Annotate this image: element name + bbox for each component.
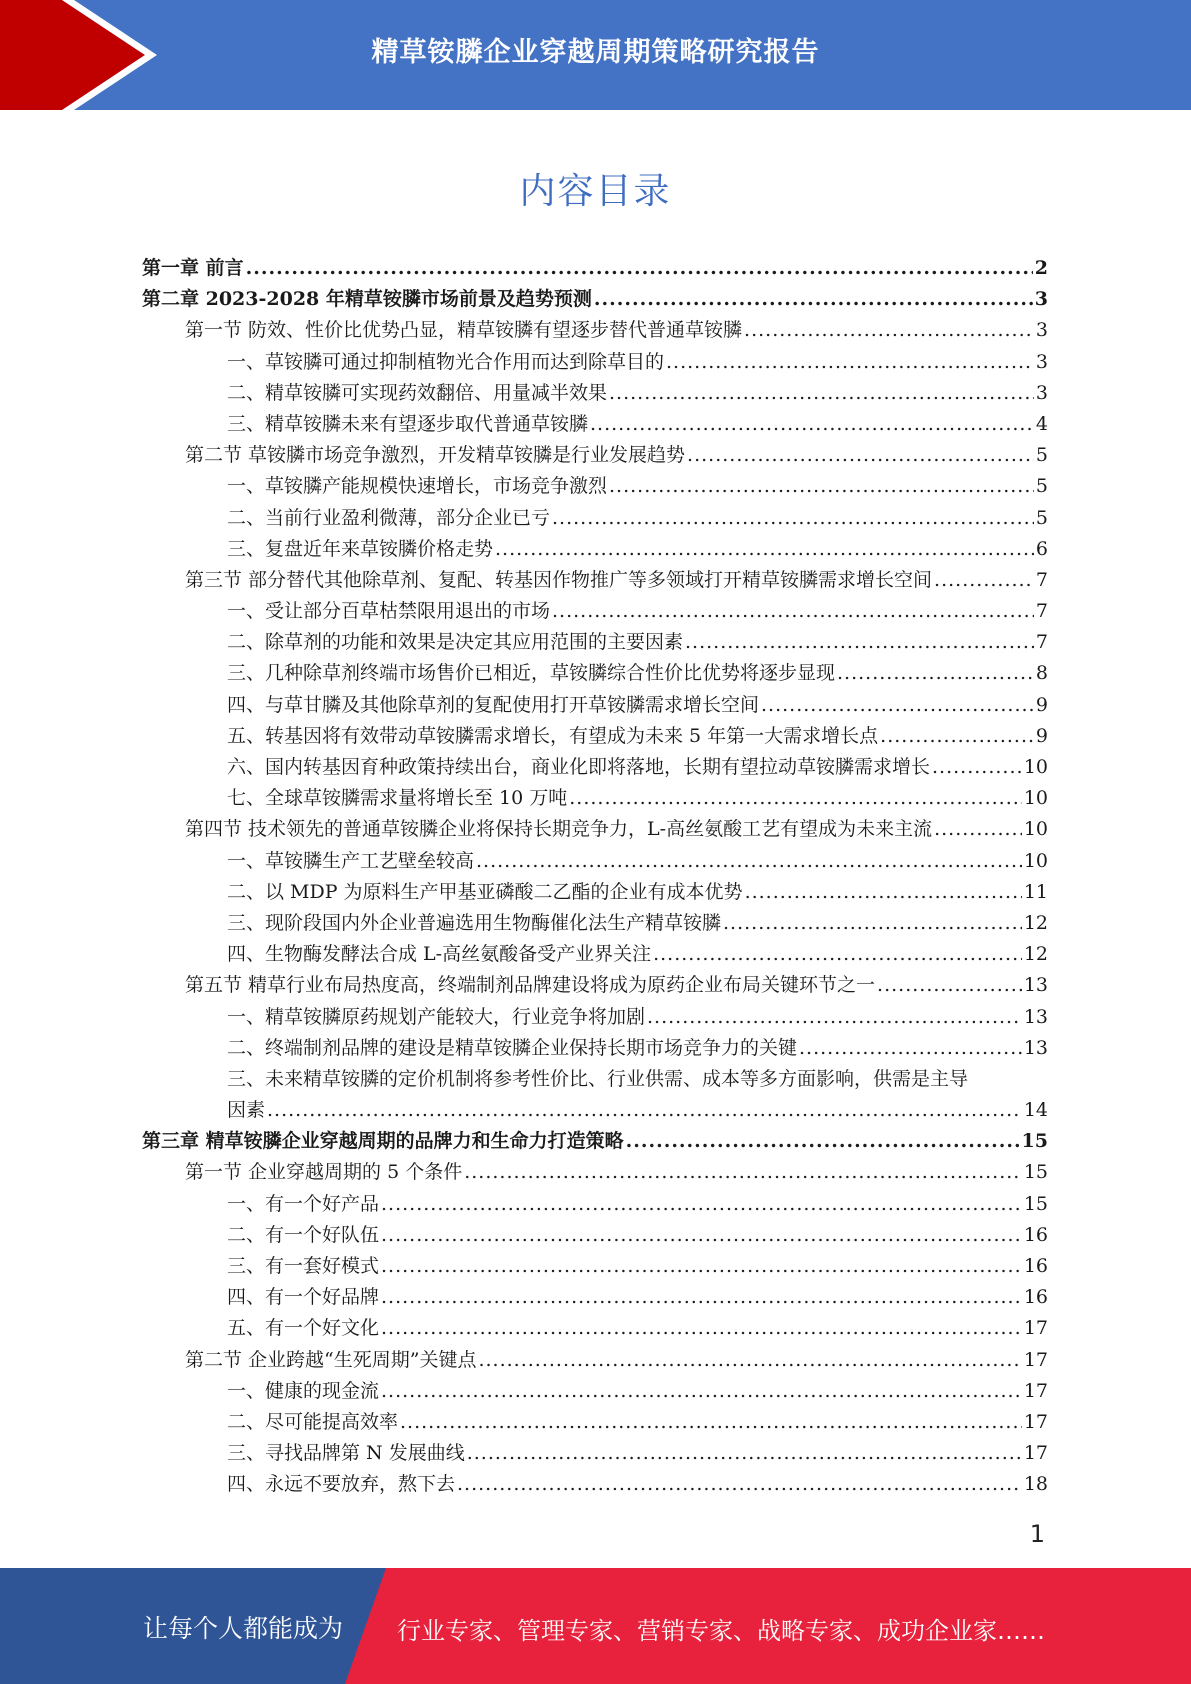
toc-leader-dots bbox=[457, 1469, 1022, 1500]
toc-entry[interactable] bbox=[142, 783, 1048, 814]
toc-entry[interactable] bbox=[142, 1407, 1048, 1438]
toc-entry-page: 5 bbox=[1035, 506, 1048, 529]
toc-entry-page: 10 bbox=[1023, 818, 1048, 841]
toc-entry-page: 14 bbox=[1023, 1099, 1048, 1122]
toc-leader-dots bbox=[744, 315, 1034, 346]
toc-entry-title: 三、寻找品牌第 N 发展曲线 bbox=[227, 1442, 465, 1465]
toc-leader-dots bbox=[381, 1376, 1022, 1407]
toc-entry-title: 一、健康的现金流 bbox=[227, 1379, 380, 1402]
toc-leader-dots bbox=[687, 440, 1034, 471]
page-footer bbox=[0, 1568, 1191, 1684]
toc-entry-title: 第二章 2023-2028 年精草铵膦市场前景及趋势预测 bbox=[142, 288, 592, 311]
toc-leader-dots bbox=[381, 1189, 1022, 1220]
toc-entry[interactable] bbox=[142, 1469, 1048, 1500]
toc-entry-page: 9 bbox=[1035, 693, 1048, 716]
toc-entry[interactable] bbox=[142, 471, 1048, 502]
toc-entry-page: 16 bbox=[1023, 1255, 1048, 1277]
toc-entry-page: 10 bbox=[1023, 756, 1048, 778]
toc-entry[interactable] bbox=[142, 1313, 1048, 1344]
toc-entry-page: 17 bbox=[1023, 1442, 1048, 1465]
toc-entry-title: 第一节 防效、性价比优势凸显，精草铵膦有望逐步替代普通草铵膦 bbox=[185, 319, 743, 342]
toc-entry-page: 7 bbox=[1035, 600, 1048, 623]
toc-entry-title: 第二节 草铵膦市场竞争激烈，开发精草铵膦是行业发展趋势 bbox=[185, 444, 686, 467]
toc-leader-dots bbox=[478, 1345, 1021, 1376]
toc-entry-page: 6 bbox=[1035, 537, 1048, 560]
toc-entry-title: 五、有一个好文化 bbox=[227, 1317, 380, 1340]
toc-entry[interactable] bbox=[142, 658, 1048, 689]
toc-entry[interactable] bbox=[142, 1002, 1048, 1033]
toc-entry-title: 二、除草剂的功能和效果是决定其应用范围的主要因素 bbox=[227, 631, 684, 654]
toc-entry-page: 15 bbox=[1023, 1161, 1048, 1184]
toc-leader-dots bbox=[552, 503, 1034, 534]
toc-entry-title: 二、尽可能提高效率 bbox=[227, 1410, 399, 1433]
toc-entry[interactable] bbox=[142, 1251, 1048, 1282]
toc-entry-title: 二、当前行业盈利微薄，部分企业已亏 bbox=[227, 506, 551, 529]
toc-leader-dots bbox=[653, 939, 1022, 970]
toc-entry-title: 因素 bbox=[227, 1099, 266, 1122]
toc-entry[interactable] bbox=[142, 440, 1048, 471]
toc-entry-title: 第三章 精草铵膦企业穿越周期的品牌力和生命力打造策略 bbox=[142, 1130, 624, 1153]
toc-entry-title: 三、未来精草铵膦的定价机制将参考性价比、行业供需、成本等多方面影响，供需是主导 bbox=[227, 1067, 969, 1090]
footer-slogan-right: 行业专家、管理专家、营销专家、战略专家、成功企业家…… bbox=[397, 1617, 1045, 1645]
toc-leader-dots bbox=[761, 690, 1034, 721]
toc-entry[interactable] bbox=[142, 1126, 1048, 1157]
toc-entry-title: 一、草铵膦生产工艺壁垒较高 bbox=[227, 849, 475, 872]
toc-entry-title: 三、几种除草剂终端市场售价已相近，草铵膦综合性价比优势将逐步显现 bbox=[227, 662, 836, 685]
toc-leader-dots bbox=[799, 1033, 1022, 1064]
toc-leader-dots bbox=[626, 1126, 1020, 1157]
toc-entry[interactable] bbox=[142, 1345, 1048, 1376]
toc-entry-page: 3 bbox=[1035, 350, 1048, 373]
toc-entry-page: 17 bbox=[1023, 1317, 1048, 1340]
toc-leader-dots bbox=[934, 814, 1022, 845]
toc-entry[interactable] bbox=[142, 1376, 1048, 1407]
toc-title: 内容目录 bbox=[519, 171, 672, 212]
toc-entry-title: 二、终端制剂品牌的建设是精草铵膦企业保持长期市场竞争力的关键 bbox=[227, 1036, 798, 1059]
toc-entry-title: 第五节 精草行业布局热度高，终端制剂品牌建设将成为原药企业布局关键环节之一 bbox=[185, 974, 876, 997]
toc-leader-dots bbox=[381, 1220, 1022, 1251]
toc-leader-dots bbox=[880, 721, 1034, 752]
toc-entry-title: 四、有一个好品牌 bbox=[227, 1286, 380, 1309]
toc-entry-title: 一、草铵膦产能规模快速增长，市场竞争激烈 bbox=[227, 475, 608, 498]
toc-entry-page: 13 bbox=[1023, 1036, 1048, 1059]
toc-leader-dots bbox=[590, 409, 1034, 440]
toc-entry[interactable] bbox=[142, 565, 1048, 596]
toc-entry-page: 18 bbox=[1023, 1473, 1048, 1496]
toc-leader-dots bbox=[837, 658, 1034, 689]
toc-entry[interactable] bbox=[142, 752, 1048, 783]
toc-entry-page: 8 bbox=[1035, 662, 1048, 685]
toc-entry-title: 五、转基因将有效带动草铵膦需求增长，有望成为未来 5 年第一大需求增长点 bbox=[227, 724, 879, 747]
toc-entry[interactable] bbox=[142, 253, 1048, 284]
toc-entry[interactable] bbox=[142, 347, 1048, 378]
toc-entry-title: 一、受让部分百草枯禁限用退出的市场 bbox=[227, 600, 551, 623]
toc-entry[interactable] bbox=[142, 534, 1048, 565]
toc-entry-page: 9 bbox=[1035, 724, 1048, 747]
toc-entry-title: 一、精草铵膦原药规划产能较大，行业竞争将加剧 bbox=[227, 1005, 646, 1028]
toc-entry-page: 7 bbox=[1035, 631, 1048, 654]
toc-leader-dots bbox=[609, 471, 1034, 502]
toc-entry-title: 第一节 企业穿越周期的 5 个条件 bbox=[185, 1161, 463, 1184]
toc-leader-dots bbox=[723, 908, 1022, 939]
toc-entry[interactable] bbox=[142, 939, 1048, 970]
toc-entry[interactable] bbox=[142, 596, 1048, 627]
toc-entry[interactable] bbox=[142, 1189, 1048, 1220]
toc-entry[interactable] bbox=[142, 315, 1048, 346]
toc-entry-title: 三、有一套好模式 bbox=[227, 1255, 380, 1277]
toc-leader-dots bbox=[381, 1313, 1022, 1344]
toc-entry[interactable] bbox=[142, 1157, 1048, 1188]
toc-entry-title: 三、精草铵膦未来有望逐步取代普通草铵膦 bbox=[227, 412, 589, 435]
toc-entry[interactable] bbox=[142, 814, 1048, 845]
toc-entry-page: 5 bbox=[1035, 475, 1048, 498]
toc-entry[interactable] bbox=[142, 970, 1048, 1001]
toc-entry-title: 四、生物酶发酵法合成 L-高丝氨酸备受产业界关注 bbox=[227, 943, 652, 966]
toc-leader-dots bbox=[685, 627, 1034, 658]
toc-leader-dots bbox=[381, 1251, 1022, 1282]
toc-entry-title: 第一章 前言 bbox=[142, 257, 244, 279]
toc-entry-title: 二、以 MDP 为原料生产甲基亚磷酸二乙酯的企业有成本优势 bbox=[227, 880, 743, 903]
toc-leader-dots bbox=[745, 877, 1022, 908]
toc-entry[interactable] bbox=[142, 877, 1048, 908]
toc-entry[interactable] bbox=[142, 1095, 1048, 1126]
toc-entry-title: 三、现阶段国内外企业普遍选用生物酶催化法生产精草铵膦 bbox=[227, 911, 722, 934]
toc-leader-dots bbox=[609, 378, 1034, 409]
toc-entry-page: 15 bbox=[1023, 1192, 1048, 1215]
toc-leader-dots bbox=[467, 1438, 1022, 1469]
toc-entry-page: 4 bbox=[1035, 412, 1048, 435]
toc-entry-title: 第三节 部分替代其他除草剂、复配、转基因作物推广等多领域打开精草铵膦需求增长空间 bbox=[185, 568, 933, 591]
toc-leader-dots bbox=[932, 752, 1022, 783]
toc-entry-title: 第四节 技术领先的普通草铵膦企业将保持长期竞争力，L-高丝氨酸工艺有望成为未来主流 bbox=[185, 818, 933, 841]
toc-entry-title: 四、永远不要放弃，熬下去 bbox=[227, 1473, 456, 1496]
toc-leader-dots bbox=[400, 1407, 1022, 1438]
toc-entry-page: 15 bbox=[1021, 1130, 1048, 1153]
toc-leader-dots bbox=[552, 596, 1034, 627]
toc-entry-page: 3 bbox=[1034, 288, 1048, 311]
toc-leader-dots bbox=[594, 284, 1033, 315]
toc-leader-dots bbox=[381, 1282, 1022, 1313]
toc-leader-dots bbox=[495, 534, 1034, 565]
toc-entry-page: 3 bbox=[1035, 319, 1048, 342]
toc-leader-dots bbox=[666, 347, 1034, 378]
toc-entry-page: 17 bbox=[1023, 1379, 1048, 1402]
toc-entry-page: 17 bbox=[1023, 1348, 1048, 1371]
toc-leader-dots bbox=[464, 1157, 1022, 1188]
toc-entry-page: 13 bbox=[1023, 974, 1048, 997]
page-number: 1 bbox=[1029, 1520, 1045, 1548]
toc-entry[interactable] bbox=[142, 503, 1048, 534]
toc-entry-page: 10 bbox=[1023, 849, 1048, 872]
toc-entry[interactable] bbox=[142, 721, 1048, 752]
toc-entry-title: 三、复盘近年来草铵膦价格走势 bbox=[227, 537, 494, 560]
toc-entry-page: 17 bbox=[1023, 1410, 1048, 1433]
toc-entry-title: 一、有一个好产品 bbox=[227, 1192, 380, 1215]
toc-leader-dots bbox=[934, 565, 1034, 596]
toc-entry[interactable] bbox=[142, 1282, 1048, 1313]
toc-entry[interactable] bbox=[142, 409, 1048, 440]
toc-entry-title: 四、与草甘膦及其他除草剂的复配使用打开草铵膦需求增长空间 bbox=[227, 693, 760, 716]
toc-entry[interactable] bbox=[142, 1438, 1048, 1469]
header-title: 精草铵膦企业穿越周期策略研究报告 bbox=[371, 37, 820, 68]
toc-entry[interactable] bbox=[142, 627, 1048, 658]
toc-entry-page: 3 bbox=[1035, 381, 1048, 404]
toc-entry-title: 七、全球草铵膦需求量将增长至 10 万吨 bbox=[227, 787, 568, 810]
toc-entry[interactable] bbox=[142, 1064, 1048, 1095]
toc-entry-title: 二、有一个好队伍 bbox=[227, 1223, 380, 1246]
toc-entry-page: 12 bbox=[1023, 911, 1048, 934]
toc-leader-dots bbox=[476, 846, 1022, 877]
toc-entry-title: 一、草铵膦可通过抑制植物光合作用而达到除草目的 bbox=[227, 350, 665, 373]
toc-leader-dots bbox=[267, 1095, 1022, 1126]
toc-leader-dots bbox=[246, 253, 1033, 284]
toc-entry-title: 六、国内转基因育种政策持续出台，商业化即将落地，长期有望拉动草铵膦需求增长 bbox=[227, 756, 931, 778]
toc-entry-page: 16 bbox=[1023, 1286, 1048, 1309]
toc-leader-dots bbox=[569, 783, 1022, 814]
toc-entry-page: 7 bbox=[1035, 568, 1048, 591]
toc-entry-title: 第二节 企业跨越“生死周期”关键点 bbox=[185, 1348, 477, 1371]
toc-entry[interactable] bbox=[142, 690, 1048, 721]
toc-entry[interactable] bbox=[142, 908, 1048, 939]
toc-entry[interactable] bbox=[142, 1033, 1048, 1064]
toc-entry[interactable] bbox=[142, 846, 1048, 877]
toc-leader-dots bbox=[647, 1002, 1022, 1033]
toc-entry-page: 16 bbox=[1023, 1223, 1048, 1246]
toc-entry-page: 12 bbox=[1023, 943, 1048, 966]
table-of-contents bbox=[142, 253, 1048, 1501]
toc-entry-page: 13 bbox=[1023, 1005, 1048, 1028]
toc-leader-dots bbox=[877, 970, 1022, 1001]
toc-entry-page: 2 bbox=[1034, 257, 1048, 279]
toc-entry[interactable] bbox=[142, 378, 1048, 409]
toc-entry-page: 11 bbox=[1023, 880, 1048, 903]
toc-entry-page: 5 bbox=[1035, 444, 1048, 467]
toc-entry[interactable] bbox=[142, 284, 1048, 315]
toc-entry-page: 10 bbox=[1023, 787, 1048, 810]
toc-entry-title: 二、精草铵膦可实现药效翻倍、用量减半效果 bbox=[227, 381, 608, 404]
footer-slogan-left: 让每个人都能成为 bbox=[143, 1614, 344, 1643]
page-header bbox=[0, 0, 1191, 110]
toc-entry[interactable] bbox=[142, 1220, 1048, 1251]
